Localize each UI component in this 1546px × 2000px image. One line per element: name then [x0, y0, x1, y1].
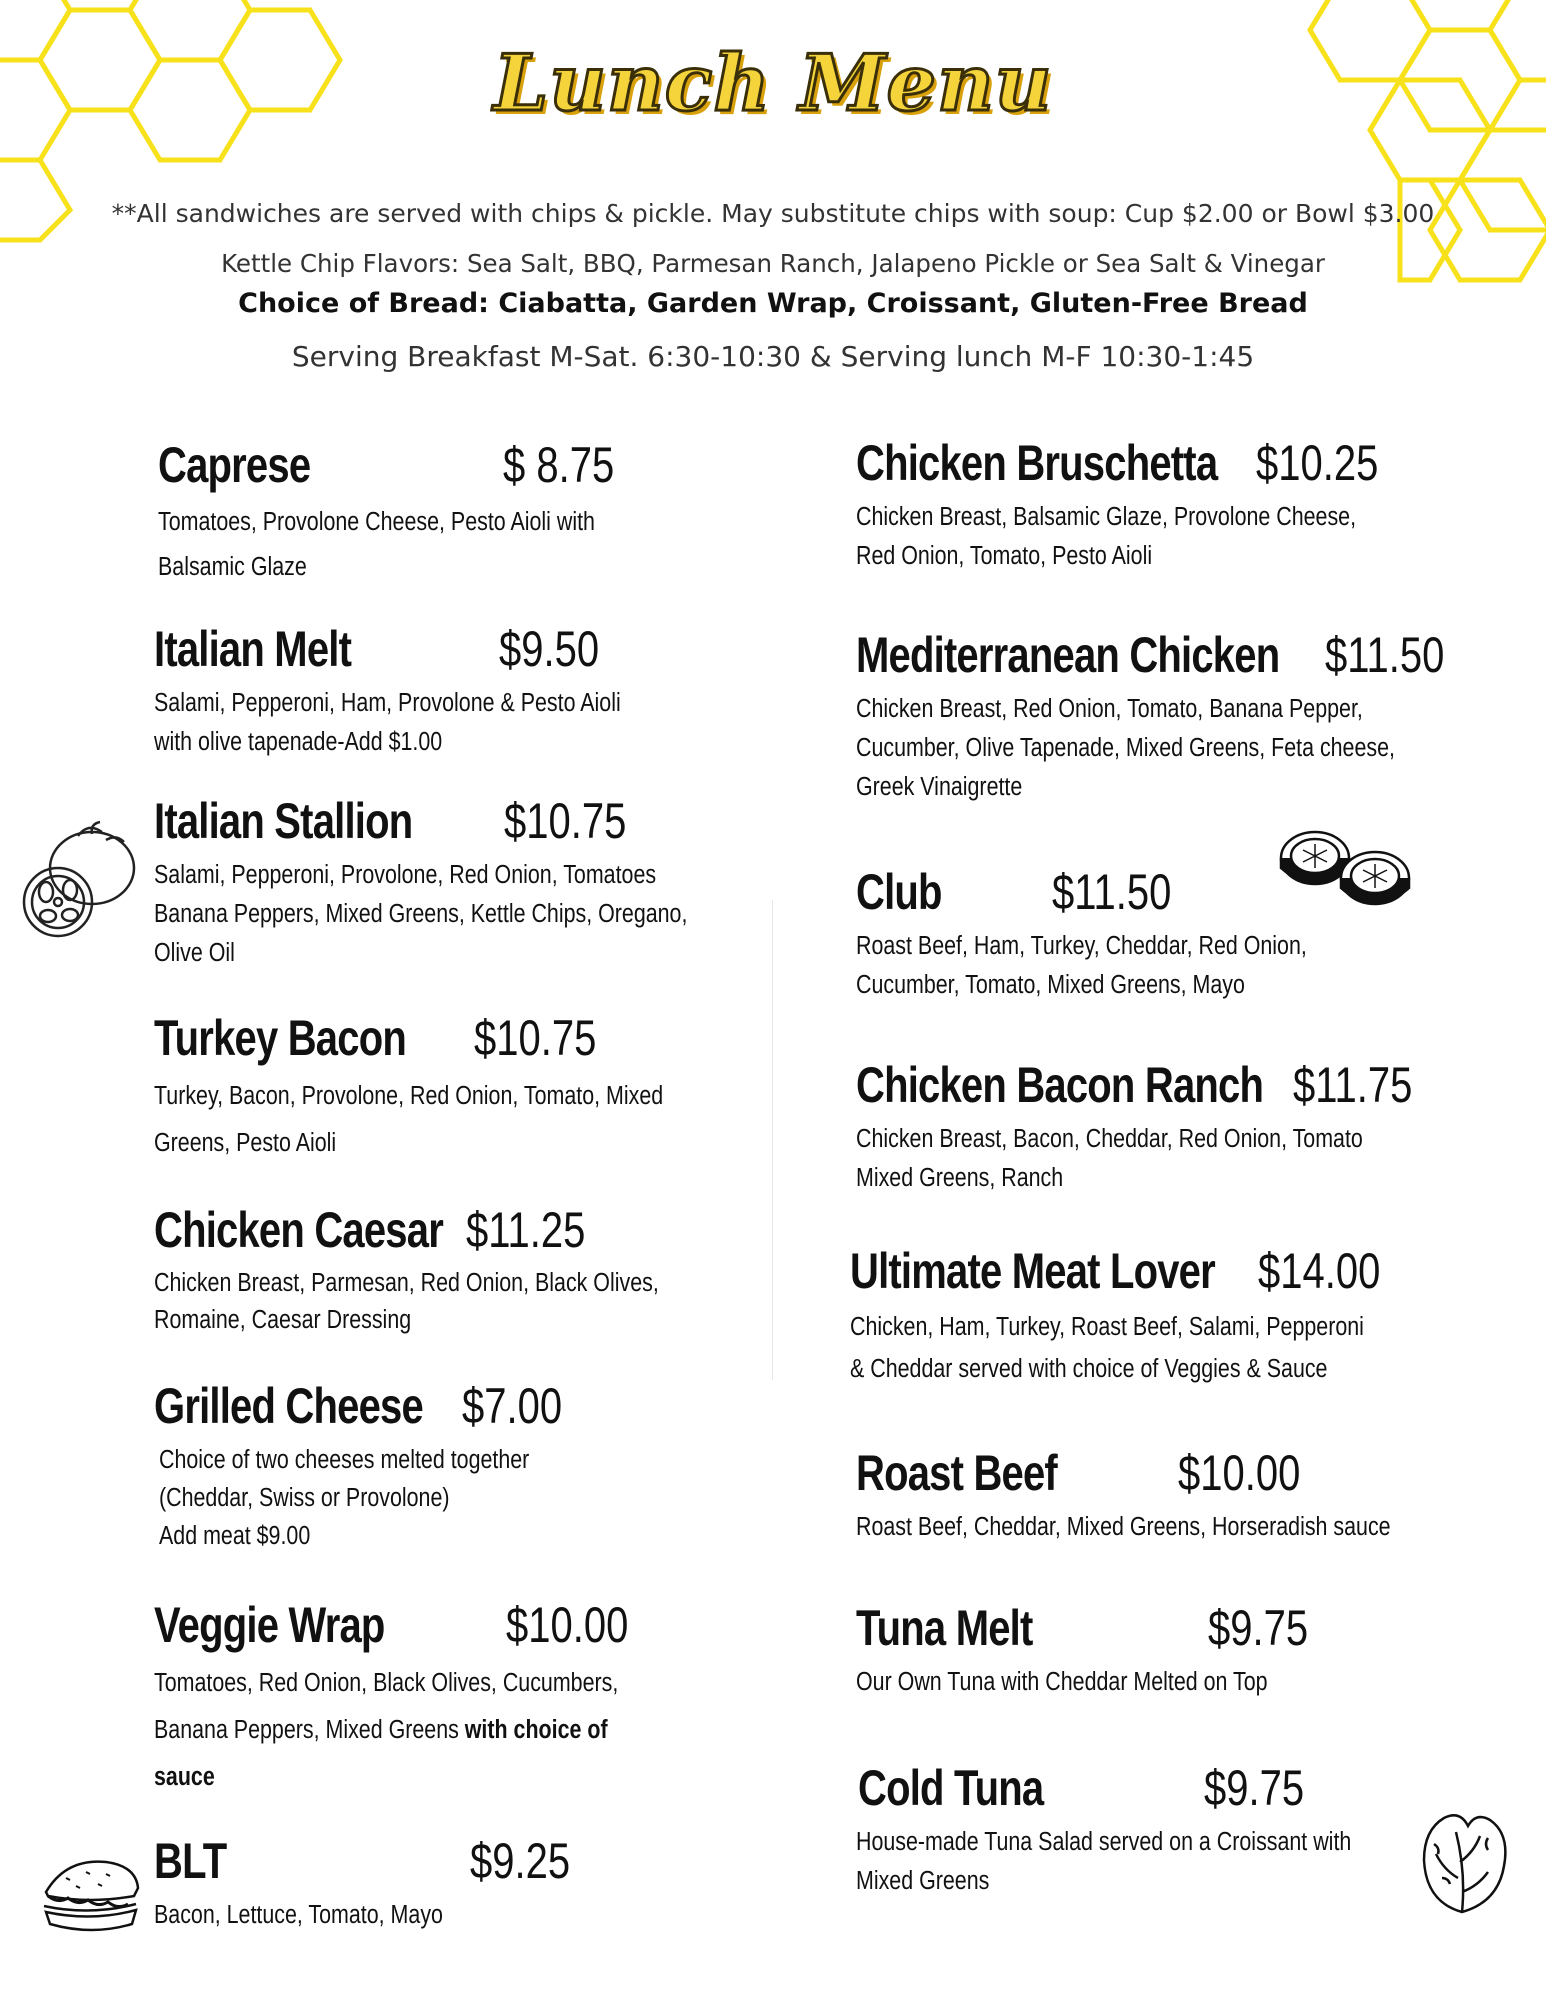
- item-description: Mixed Greens, Ranch: [856, 1164, 1064, 1192]
- intro-chip-flavors: Kettle Chip Flavors: Sea Salt, BBQ, Parmesan Ranch, Jalapeno Pickle or Sea Salt & Vinegar: [221, 249, 1325, 278]
- item-price: $7.00: [462, 1378, 563, 1434]
- intro-hours: Serving Breakfast M-Sat. 6:30-10:30 & Serving lunch M-F 10:30-1:45: [291, 340, 1255, 373]
- item-description: Red Onion, Tomato, Pesto Aioli: [856, 542, 1153, 570]
- intro-bread-choice: Choice of Bread: Ciabatta, Garden Wrap, Croissant, Gluten-Free Bread: [238, 288, 1308, 319]
- item-description: (Cheddar, Swiss or Provolone): [159, 1484, 450, 1512]
- menu-item: [154, 786, 714, 973]
- menu-item: [858, 1753, 1418, 1901]
- item-description: Our Own Tuna with Cheddar Melted on Top: [856, 1668, 1268, 1696]
- item-description-bold: sauce: [154, 1763, 215, 1791]
- item-name: BLT: [154, 1833, 227, 1889]
- intro-sides-note: **All sandwiches are served with chips & pickle. May substitute chips with soup: Cup $2.00 or Bowl $3.00: [111, 199, 1435, 228]
- column-divider: [772, 900, 773, 1380]
- item-name: Chicken Caesar: [154, 1202, 443, 1258]
- item-description: Chicken Breast, Parmesan, Red Onion, Black Olives,: [154, 1269, 659, 1297]
- item-name: Italian Stallion: [154, 793, 413, 849]
- item-price: $11.50: [1052, 864, 1172, 920]
- item-description: Chicken Breast, Red Onion, Tomato, Banana Pepper,: [856, 695, 1363, 723]
- item-description: Bacon, Lettuce, Tomato, Mayo: [154, 1901, 443, 1929]
- sandwich-icon: [36, 1852, 146, 1942]
- item-price: $9.50: [499, 621, 600, 677]
- item-name: Chicken Bruschetta: [856, 435, 1218, 491]
- item-description: Add meat $9.00: [159, 1522, 311, 1550]
- item-price: $10.00: [1178, 1445, 1301, 1501]
- menu-item: [856, 428, 1416, 576]
- menu-item: [154, 1371, 714, 1555]
- item-description: Chicken Breast, Bacon, Cheddar, Red Onion, Tomato: [856, 1125, 1363, 1153]
- item-price: $ 8.75: [503, 437, 615, 493]
- item-description: Greek Vinaigrette: [856, 773, 1023, 801]
- item-name: Roast Beef: [856, 1445, 1057, 1501]
- item-description: with olive tapenade-Add $1.00: [154, 728, 443, 756]
- item-price: $11.75: [1293, 1057, 1413, 1113]
- item-name: Mediterranean Chicken: [856, 627, 1280, 683]
- item-description: Mixed Greens: [856, 1867, 990, 1895]
- menu-item: [850, 1236, 1410, 1390]
- item-name: Veggie Wrap: [154, 1597, 385, 1653]
- item-price: $10.75: [504, 793, 627, 849]
- item-description: Chicken, Ham, Turkey, Roast Beef, Salami, Pepperoni: [850, 1313, 1364, 1341]
- item-description: Roast Beef, Cheddar, Mixed Greens, Horseradish sauce: [856, 1513, 1391, 1541]
- item-description: Salami, Pepperoni, Provolone, Red Onion, Tomatoes: [154, 861, 657, 889]
- item-price: $11.25: [466, 1202, 586, 1258]
- item-name: Chicken Bacon Ranch: [856, 1057, 1264, 1113]
- page-title: Lunch Menu: [493, 38, 1053, 129]
- item-price: $9.75: [1204, 1760, 1305, 1816]
- item-name: Caprese: [158, 437, 311, 493]
- item-price: $11.50: [1325, 627, 1445, 683]
- item-description: Tomatoes, Red Onion, Black Olives, Cucumbers,: [154, 1669, 619, 1697]
- item-price: $10.75: [474, 1010, 597, 1066]
- item-price: $10.25: [1256, 435, 1379, 491]
- menu-item: [856, 1050, 1416, 1198]
- item-description: Chicken Breast, Balsamic Glaze, Provolone Cheese,: [856, 503, 1357, 531]
- menu-item: [154, 1826, 714, 1935]
- item-description: Cucumber, Tomato, Mixed Greens, Mayo: [856, 971, 1245, 999]
- item-price: $9.25: [470, 1833, 571, 1889]
- item-name: Grilled Cheese: [154, 1378, 423, 1434]
- item-description: Cucumber, Olive Tapenade, Mixed Greens, Feta cheese,: [856, 734, 1395, 762]
- tomato-icon: [14, 820, 144, 950]
- item-name: Cold Tuna: [858, 1760, 1044, 1816]
- item-price: $9.75: [1208, 1600, 1309, 1656]
- item-name: Italian Melt: [154, 621, 352, 677]
- menu-item: [856, 620, 1445, 807]
- menu-item: [154, 1195, 714, 1339]
- item-price: $14.00: [1258, 1243, 1381, 1299]
- item-description: & Cheddar served with choice of Veggies & Sauce: [850, 1355, 1328, 1383]
- item-description: Romaine, Caesar Dressing: [154, 1306, 412, 1334]
- item-name: Turkey Bacon: [154, 1010, 406, 1066]
- item-description: Balsamic Glaze: [158, 553, 307, 581]
- lettuce-icon: [1418, 1808, 1513, 1918]
- menu-item: [856, 1593, 1416, 1702]
- item-description: Olive Oil: [154, 939, 235, 967]
- item-price: $10.00: [506, 1597, 629, 1653]
- cucumber-slices-icon: [1275, 820, 1415, 920]
- item-description: Roast Beef, Ham, Turkey, Cheddar, Red Onion,: [856, 932, 1307, 960]
- item-description: Banana Peppers, Mixed Greens: [154, 1716, 465, 1744]
- item-name: Tuna Melt: [856, 1600, 1033, 1656]
- item-description: Greens, Pesto Aioli: [154, 1129, 337, 1157]
- menu-item: [154, 1590, 714, 1801]
- item-description: Choice of two cheeses melted together: [159, 1446, 530, 1474]
- item-description: Turkey, Bacon, Provolone, Red Onion, Tomato, Mixed: [154, 1082, 664, 1110]
- item-name: Club: [856, 864, 942, 920]
- item-description: Salami, Pepperoni, Ham, Provolone & Pesto Aioli: [154, 689, 621, 717]
- menu-item: [856, 1438, 1416, 1547]
- menu-item: [158, 430, 718, 590]
- item-name: Ultimate Meat Lover: [850, 1243, 1215, 1299]
- item-description: Banana Peppers, Mixed Greens, Kettle Chips, Oregano,: [154, 900, 688, 928]
- menu-item: [154, 614, 714, 762]
- menu-item: [154, 1003, 714, 1167]
- item-description: House-made Tuna Salad served on a Croissant with: [856, 1828, 1352, 1856]
- item-description-bold: with choice of: [464, 1716, 608, 1744]
- item-description: Tomatoes, Provolone Cheese, Pesto Aioli with: [158, 508, 595, 536]
